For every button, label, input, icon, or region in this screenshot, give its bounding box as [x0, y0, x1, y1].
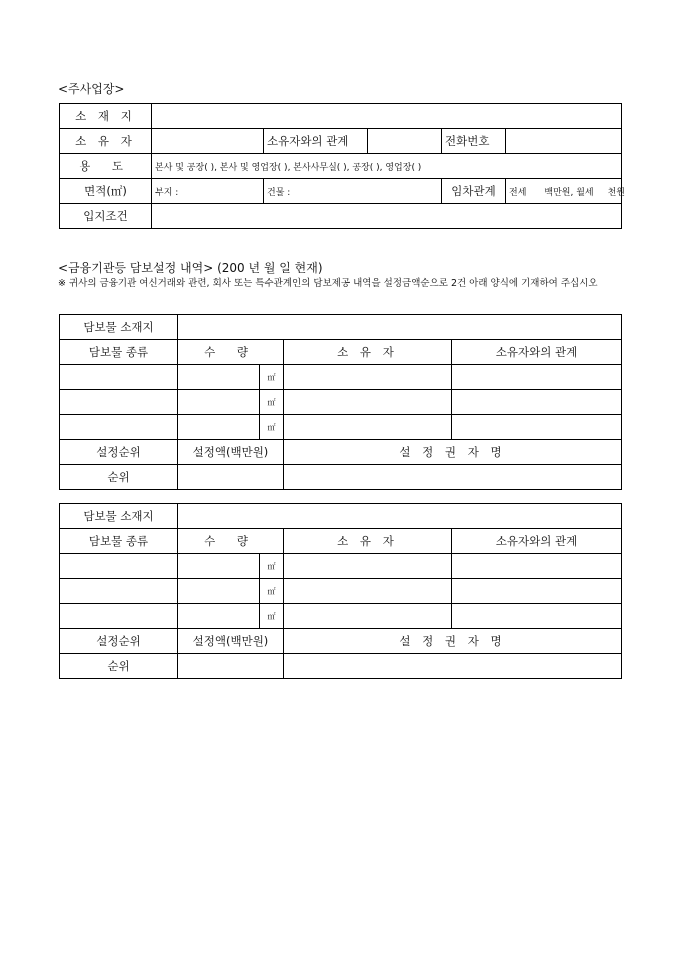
- table-row: [60, 604, 622, 629]
- quantity-field[interactable]: [178, 390, 260, 415]
- unit-label: ㎡: [260, 579, 284, 604]
- quantity-label: 수 량: [178, 529, 284, 554]
- collateral-location-field[interactable]: [178, 315, 622, 340]
- owner-field[interactable]: [284, 390, 452, 415]
- collateral-owner-label: 소 유 자: [284, 340, 452, 365]
- quantity-field[interactable]: [178, 365, 260, 390]
- collateral-location-label: 담보물 소재지: [60, 315, 178, 340]
- owner-relation-field[interactable]: [452, 390, 622, 415]
- type-field[interactable]: [60, 604, 178, 629]
- owner-relation-field[interactable]: [452, 604, 622, 629]
- table-row: [60, 579, 622, 604]
- collateral-type-label: 담보물 종류: [60, 529, 178, 554]
- quantity-field[interactable]: [178, 554, 260, 579]
- usage-options[interactable]: 본사 및 공장( ), 본사 및 영업장( ), 본사사무실( ), 공장( ), 영업장( ): [152, 154, 622, 179]
- note-mark: ※: [58, 278, 66, 289]
- setting-order-label: 설정순위: [60, 629, 178, 654]
- phone-field[interactable]: [506, 129, 622, 154]
- owner-field[interactable]: [284, 579, 452, 604]
- note-text: 귀사의 금융기관 여신거래와 관련, 회사 또는 특수관계인의 담보제공 내역을 설정금액순으로 2건 아래 양식에 기재하여 주십시오: [69, 278, 598, 289]
- type-field[interactable]: [60, 579, 178, 604]
- conditions-label: 입지조건: [60, 204, 152, 229]
- quantity-label: 수 량: [178, 340, 284, 365]
- deposit-unit: 백만원, 월세: [544, 187, 594, 198]
- building-label: 건물 :: [267, 187, 291, 198]
- collateral-table-1: [59, 314, 622, 490]
- owner-relation-field[interactable]: [452, 365, 622, 390]
- owner-label: 소 유 자: [60, 129, 152, 154]
- collateral-owner-relation-label: 소유자와의 관계: [452, 529, 622, 554]
- collateral-owner-label: 소 유 자: [284, 529, 452, 554]
- setting-amount-field[interactable]: [178, 654, 284, 679]
- owner-field[interactable]: [284, 604, 452, 629]
- quantity-field[interactable]: [178, 415, 260, 440]
- owner-field[interactable]: [284, 554, 452, 579]
- right-holder-field[interactable]: [284, 465, 622, 490]
- collateral-table-2: [59, 503, 622, 679]
- owner-relation-field[interactable]: [368, 129, 442, 154]
- rank-label: 순위: [60, 465, 178, 490]
- land-label: 부지 :: [155, 187, 179, 198]
- phone-label: 전화번호: [442, 129, 506, 154]
- owner-relation-label: 소유자와의 관계: [264, 129, 368, 154]
- type-field[interactable]: [60, 365, 178, 390]
- right-holder-label: 설 정 권 자 명: [284, 440, 622, 465]
- table-row: [60, 415, 622, 440]
- setting-order-label: 설정순위: [60, 440, 178, 465]
- tenancy-field[interactable]: [506, 179, 625, 204]
- quantity-field[interactable]: [178, 604, 260, 629]
- collateral-owner-relation-label: 소유자와의 관계: [452, 340, 622, 365]
- collateral-location-label: 담보물 소재지: [60, 504, 178, 529]
- quantity-field[interactable]: [178, 579, 260, 604]
- collateral-location-field[interactable]: [178, 504, 622, 529]
- rent-unit: 천원: [607, 187, 625, 198]
- main-site-title: <주사업장>: [58, 82, 125, 96]
- type-field[interactable]: [60, 415, 178, 440]
- collateral-title: <금융기관등 담보설정 내역> (200 년 월 일 현재): [58, 261, 323, 275]
- deposit-label: 전세: [509, 187, 527, 198]
- unit-label: ㎡: [260, 415, 284, 440]
- unit-label: ㎡: [260, 554, 284, 579]
- area-label: 면적(㎡): [60, 179, 152, 204]
- setting-amount-label: 설정액(백만원): [178, 440, 284, 465]
- collateral-type-label: 담보물 종류: [60, 340, 178, 365]
- table-row: [60, 554, 622, 579]
- rank-label: 순위: [60, 654, 178, 679]
- unit-label: ㎡: [260, 390, 284, 415]
- setting-amount-label: 설정액(백만원): [178, 629, 284, 654]
- owner-field[interactable]: [152, 129, 264, 154]
- collateral-note: [58, 277, 624, 290]
- table-row: [60, 390, 622, 415]
- usage-label: 용 도: [60, 154, 152, 179]
- unit-label: ㎡: [260, 365, 284, 390]
- owner-relation-field[interactable]: [452, 579, 622, 604]
- type-field[interactable]: [60, 554, 178, 579]
- right-holder-label: 설 정 권 자 명: [284, 629, 622, 654]
- unit-label: ㎡: [260, 604, 284, 629]
- location-field[interactable]: [152, 104, 622, 129]
- setting-amount-field[interactable]: [178, 465, 284, 490]
- owner-field[interactable]: [284, 365, 452, 390]
- conditions-field[interactable]: [152, 204, 622, 229]
- right-holder-field[interactable]: [284, 654, 622, 679]
- tenancy-label: 임차관계: [442, 179, 506, 204]
- type-field[interactable]: [60, 390, 178, 415]
- land-area-field[interactable]: [152, 179, 264, 204]
- main-site-table: [59, 103, 625, 229]
- table-row: [60, 365, 622, 390]
- owner-relation-field[interactable]: [452, 554, 622, 579]
- owner-field[interactable]: [284, 415, 452, 440]
- owner-relation-field[interactable]: [452, 415, 622, 440]
- location-label: 소 재 지: [60, 104, 152, 129]
- building-area-field[interactable]: [264, 179, 442, 204]
